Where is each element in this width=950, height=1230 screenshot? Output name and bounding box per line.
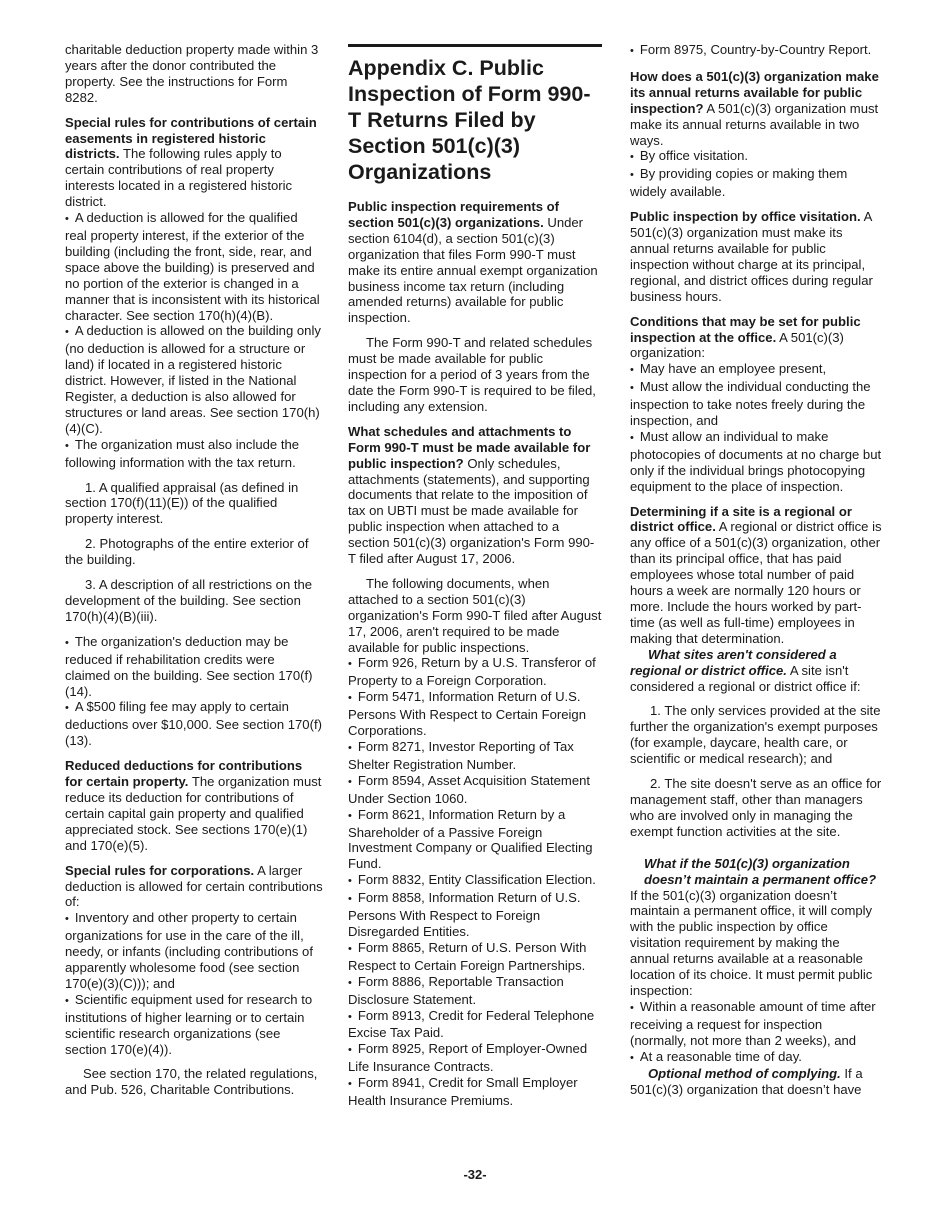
numbered-item: 1. The only services provided at the site further the organization's exempt purposes (for example, daycare, health care, or scientific or medical research); and xyxy=(630,703,881,767)
list-item: • Form 8594, Asset Acquisition Statement Under Section 1060. xyxy=(348,772,591,806)
section-office-visitation xyxy=(630,209,882,304)
section-text: A 501(c)(3) organization: xyxy=(630,329,844,361)
numbered-item: 2. The site doesn't serve as an office for management staff, other than managers who are involved only in managing the exempt function activities at the site. xyxy=(630,776,882,839)
list-item: • Form 8858, Information Return of U.S. Persons With Respect to Foreign Disregarded Entities. xyxy=(348,890,581,939)
bullet-icon: • xyxy=(630,364,634,377)
list-item: • Within a reasonable amount of time after receiving a request for inspection (normally, not more than 2 weeks), and xyxy=(630,998,876,1048)
list-item: • Form 8886, Reportable Transaction Disclosure Statement. xyxy=(348,973,564,1007)
paragraph-closing: See section 170, the related regulations, and Pub. 526, Charitable Contributions. xyxy=(65,1066,318,1098)
title-rule xyxy=(348,44,602,47)
list-item: • A deduction is allowed for the qualified real property interest, if the exterior of the building (including the front, side, rear, and space above the building) is preserved and no portion of the exterior is changed in a manner that is inconsistent with its historical character. See section 170(h)(4)(B). xyxy=(65,210,320,323)
section-regional-office xyxy=(630,504,882,647)
section-how-available xyxy=(630,69,882,149)
bullet-icon: • xyxy=(348,692,352,705)
page-number: -32- xyxy=(463,1167,487,1182)
list-item: • Form 8832, Entity Classification Election. xyxy=(348,872,596,888)
section-text: The organization must reduce its deduction for contributions of certain capital gain property and qualified appreciated stock. See sections 170(e)(1) and 170(e)(5). xyxy=(65,774,322,853)
section-optional-method xyxy=(630,1066,882,1098)
numbered-item: 3. A description of all restrictions on the development of the building. See section 170(h)(4)(B)(iii). xyxy=(65,577,313,624)
list-item: • Must allow the individual conducting the inspection to take notes freely during the inspection, and xyxy=(630,379,871,429)
section-text: If the 501(c)(3) organization doesn’t maintain a permanent office, it will comply with the public inspection by office visitation requirement by making the annual returns available at a reasonable location of its choice. It must permit public inspection: xyxy=(630,887,873,998)
bullet-icon: • xyxy=(65,326,69,339)
bullet-icon: • xyxy=(630,431,634,444)
list-item: • Must allow an individual to make photocopies of documents at no charge but only if the individual brings photocopying equipment to the place of inspection. xyxy=(630,428,882,494)
section-schedules xyxy=(348,424,602,567)
section-heading: Reduced deductions for contributions for certain property. xyxy=(65,758,303,790)
column-middle xyxy=(348,42,602,1109)
section-not-sites xyxy=(630,647,882,695)
section-text: A 501(c)(3) organization must make its annual returns available in two ways. xyxy=(630,100,879,148)
section-text: The following rules apply to certain contributions of real property interests located in a registered historic district. xyxy=(65,146,293,210)
bullet-icon: • xyxy=(65,994,69,1007)
section-corporations xyxy=(65,863,323,911)
column-left xyxy=(65,42,323,1107)
section-conditions xyxy=(630,314,882,362)
list-item: • A $500 filing fee may apply to certain deductions over $10,000. See section 170(f)(13). xyxy=(65,699,322,749)
section-inspection-requirements xyxy=(348,199,602,326)
bullet-icon: • xyxy=(65,702,69,715)
section-text: A larger deduction is allowed for certain contributions of: xyxy=(65,862,323,910)
list-item: • Scientific equipment used for research to institutions of higher learning or to certain scientific research organizations (see section 170(e)(4)). xyxy=(65,991,313,1057)
section-text: A 501(c)(3) organization must make its annual returns available for public inspection without charge at its principal, regional, and district offices during regular business hours. xyxy=(630,209,873,304)
bullet-icon: • xyxy=(348,893,352,906)
list-item: • Form 8975, Country-by-Country Report. xyxy=(630,42,872,57)
list-item: • Form 926, Return by a U.S. Transferor of Property to a Foreign Corporation. xyxy=(348,655,596,689)
bullet-icon: • xyxy=(348,1044,352,1057)
section-text: Under section 6104(d), a section 501(c)(3) organization that files Form 990-T must make its entire annual exempt organization business income tax return (including amended returns) available for public inspection. xyxy=(348,214,598,326)
paragraph-following: The following documents, when attached to a section 501(c)(3) organization's Form 990-T filed after August 17, 2006, aren't required to be made available for public inspections. xyxy=(348,575,602,655)
section-text: Only schedules, attachments (statements), and supporting documents that relate to the imposition of tax on UBTI must be made available for public inspection when attached to a section 501(c)(3) organization's Form 990-T filed after August 17, 2006. xyxy=(348,455,595,567)
section-heading: Conditions that may be set for public inspection at the office. xyxy=(630,313,861,345)
paragraph-period: The Form 990-T and related schedules must be made available for public inspection for a period of 3 years from the date the Form 990-T is required to be filed, including any extension. xyxy=(348,335,596,414)
bullet-icon: • xyxy=(348,809,352,822)
section-heading: Optional method of complying. xyxy=(648,1066,841,1082)
bullet-icon: • xyxy=(348,875,352,888)
bullet-icon: • xyxy=(65,439,69,452)
list-item: • May have an employee present, xyxy=(630,361,827,377)
bullet-icon: • xyxy=(348,942,352,955)
paragraph-intro: charitable deduction property made within 3 years after the donor contributed the property. See the instructions for Form 8282. xyxy=(65,42,319,105)
list-item: • By providing copies or making them widely available. xyxy=(630,166,848,200)
section-heading: Public inspection by office visitation. xyxy=(630,209,861,225)
list-item: • At a reasonable time of day. xyxy=(630,1048,802,1064)
column-right xyxy=(630,42,882,1107)
section-text: A site isn't considered a regional or district office if: xyxy=(630,662,861,694)
section-heading: What schedules and attachments to Form 990-T must be made available for public inspection? xyxy=(348,423,591,471)
bullet-icon: • xyxy=(630,1051,634,1064)
bullet-icon: • xyxy=(65,213,69,226)
bullet-icon: • xyxy=(630,169,634,182)
appendix-title: Appendix C. Public Inspection of Form 990-T Returns Filed by Section 501(c)(3) Organizations xyxy=(348,56,591,184)
section-heading: What if the 501(c)(3) organization doesn’t maintain a permanent office? xyxy=(644,855,877,887)
list-item: • The organization's deduction may be reduced if rehabilitation credits were claimed on the building. See section 170(f)(14). xyxy=(65,633,313,699)
list-item: • A deduction is allowed on the building only (no deduction is allowed for a structure or land) if located in a registered historic district. However, if listed in the National Register, a deduction is also allowed for structures or land areas. See section 170(h)(4)(C). xyxy=(65,323,321,436)
section-heading: How does a 501(c)(3) organization make its annual returns available for public inspection? xyxy=(630,68,879,116)
list-item: • Form 8913, Credit for Federal Telephone Excise Tax Paid. xyxy=(348,1007,595,1041)
list-item: • Inventory and other property to certain organizations for use in the care of the ill, needy, or infants (including contributions of apparently wholesome food (see section 170(e)(3)(C))); and xyxy=(65,910,313,991)
bullet-icon: • xyxy=(65,636,69,649)
section-heading: What sites aren't considered a regional or district office. xyxy=(630,646,837,678)
bullet-icon: • xyxy=(348,658,352,671)
list-item: • Form 8941, Credit for Small Employer Health Insurance Premiums. xyxy=(348,1075,578,1109)
list-item: • Form 8271, Investor Reporting of Tax Shelter Registration Number. xyxy=(348,739,574,772)
section-heading: Determining if a site is a regional or district office. xyxy=(630,503,852,535)
list-item: • By office visitation. xyxy=(630,148,749,164)
bullet-icon: • xyxy=(630,151,634,164)
section-text: If a 501(c)(3) organization that doesn’t have xyxy=(630,1066,863,1098)
list-item: • Form 8865, Return of U.S. Person With Respect to Certain Foreign Partnerships. xyxy=(348,939,587,973)
bullet-icon: • xyxy=(630,382,634,395)
bullet-icon: • xyxy=(348,1010,352,1023)
list-item: • Form 8925, Report of Employer-Owned Life Insurance Contracts. xyxy=(348,1041,588,1075)
section-heading: Special rules for contributions of certain easements in registered historic districts. xyxy=(65,114,317,162)
section-heading: Special rules for corporations. xyxy=(65,862,255,878)
numbered-item: 2. Photographs of the entire exterior of the building. xyxy=(65,536,309,568)
bullet-icon: • xyxy=(630,1001,634,1014)
section-text: A regional or district office is any office of a 501(c)(3) organization, other than its principal office, that has paid employees whose total number of paid hours a week are normally 120 hours or more. Include the hours worked by part-time (as well as full-time) employees in making that determination. xyxy=(630,519,882,646)
bullet-icon: • xyxy=(65,913,69,926)
list-item: • Form 8621, Information Return by a Shareholder of a Passive Foreign Investment Company or Qualified Electing Fund. xyxy=(348,806,593,872)
bullet-icon: • xyxy=(348,775,352,788)
section-no-permanent-office xyxy=(630,856,882,999)
list-item: • Form 5471, Information Return of U.S. Persons With Respect to Certain Foreign Corporations. xyxy=(348,689,586,739)
section-historic-districts xyxy=(65,115,323,210)
bullet-icon: • xyxy=(348,742,352,754)
list-item: • The organization must also include the following information with the tax return. xyxy=(65,436,300,470)
bullet-icon: • xyxy=(630,45,634,57)
section-reduced-deductions xyxy=(65,758,323,853)
section-heading: Public inspection requirements of section 501(c)(3) organizations. xyxy=(348,199,559,230)
bullet-icon: • xyxy=(348,1078,352,1091)
numbered-item: 1. A qualified appraisal (as defined in section 170(f)(11)(E)) of the qualified property interest. xyxy=(65,479,299,527)
bullet-icon: • xyxy=(348,976,352,989)
